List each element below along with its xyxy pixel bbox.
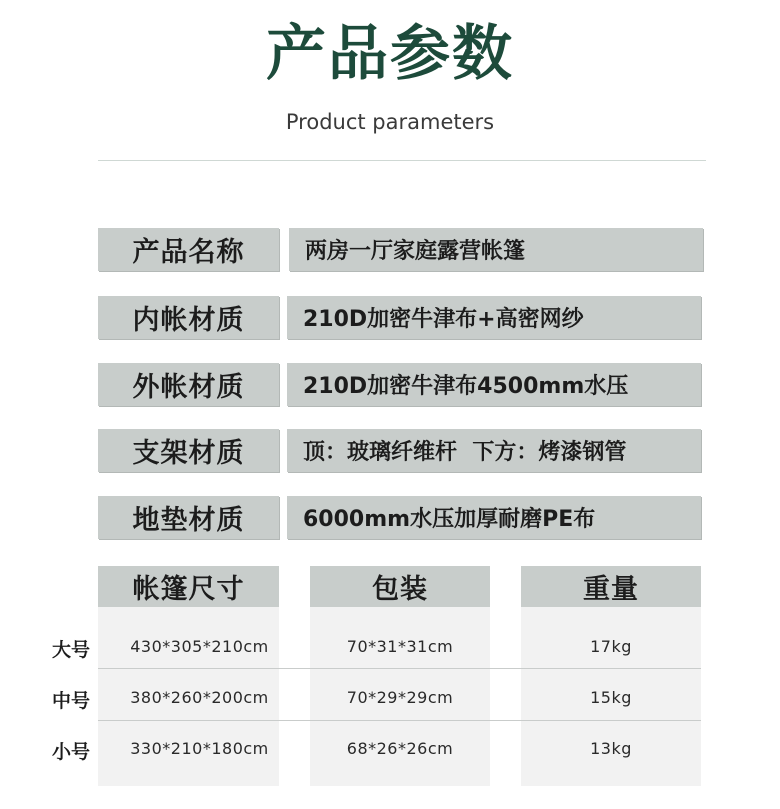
cell-size-medium: 380*260*200cm — [130, 688, 269, 707]
header-divider — [98, 160, 706, 161]
cell-size-large: 430*305*210cm — [130, 637, 269, 656]
spec-value-inner-material — [287, 296, 701, 339]
spec-label-outer-material: 外帐材质 — [98, 363, 279, 406]
row-divider — [98, 668, 701, 669]
cell-weight-medium: 15kg — [590, 688, 632, 707]
row-label-small: 小号 — [52, 741, 91, 763]
spec-label-inner-material: 内帐材质 — [98, 296, 279, 339]
spec-value-floor-material — [287, 496, 701, 539]
row-label-medium: 中号 — [52, 690, 91, 712]
row-divider — [98, 720, 701, 721]
spec-label-frame-material: 支架材质 — [98, 429, 279, 472]
row-label-large: 大号 — [52, 639, 91, 661]
cell-package-small: 68*26*26cm — [346, 739, 454, 758]
page-subtitle: Product parameters — [285, 110, 495, 134]
cell-size-small: 330*210*180cm — [130, 739, 269, 758]
spec-value-product-name — [289, 228, 703, 271]
spec-value-text: 6000mm水压加厚耐磨PE布 — [303, 507, 596, 532]
spec-value-text: 210D加密牛津布+高密网纱 — [303, 307, 584, 332]
spec-value-text: 两房一厅家庭露营帐篷 — [305, 239, 526, 264]
cell-package-large: 70*31*31cm — [346, 637, 454, 656]
header-package: 包装 — [310, 566, 490, 607]
spec-value-text: 顶：玻璃纤维杆 下方：烤漆钢管 — [303, 440, 627, 465]
spec-label-product-name: 产品名称 — [98, 228, 279, 271]
spec-label-floor-material: 地垫材质 — [98, 496, 279, 539]
spec-value-outer-material — [287, 363, 701, 406]
cell-weight-large: 17kg — [590, 637, 632, 656]
spec-value-frame-material — [287, 429, 701, 472]
header-tent-size: 帐篷尺寸 — [98, 566, 279, 607]
cell-package-medium: 70*29*29cm — [346, 688, 454, 707]
cell-weight-small: 13kg — [590, 739, 632, 758]
page-title: 产品参数 — [266, 19, 514, 89]
spec-value-text: 210D加密牛津布4500mm水压 — [303, 374, 629, 399]
header-weight: 重量 — [521, 566, 701, 607]
